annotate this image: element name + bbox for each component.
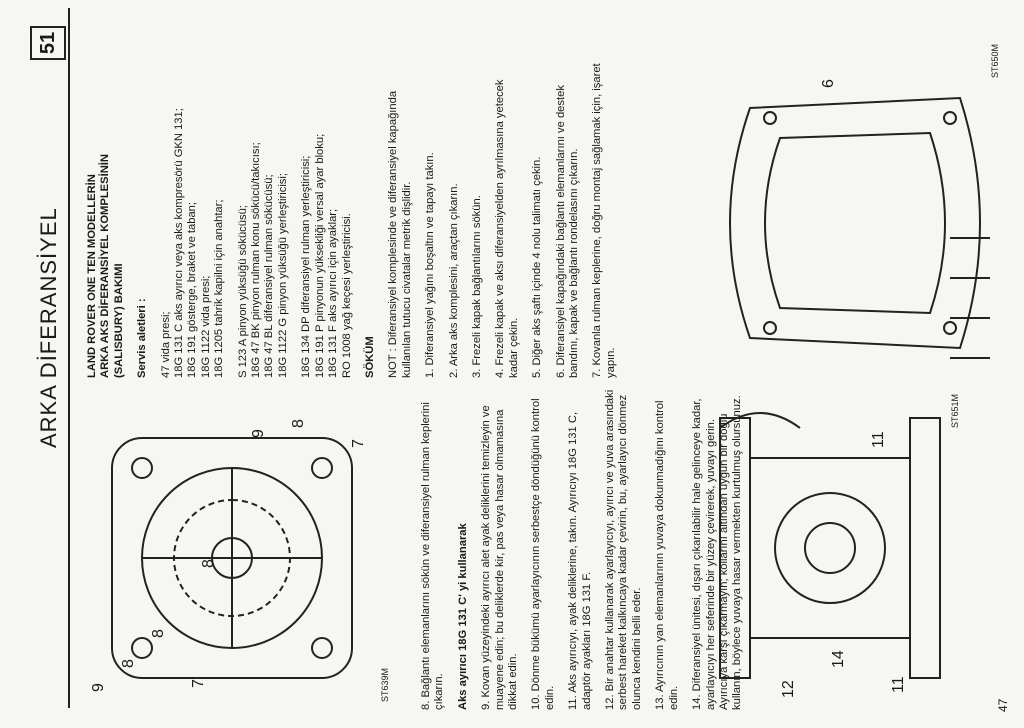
tool-item: 18G 191 gösterge, braket ve taban;: [186, 201, 199, 378]
step-paragraph: 2. Arka aks komplesini, araçtan çıkarın.: [447, 183, 460, 378]
callout-label: 7: [190, 679, 207, 688]
tools-list-1: [160, 58, 227, 378]
tool-item: 18G 1122 vida presi;: [199, 275, 212, 378]
step-paragraph: 7. Kovanla rulman keplerine, doğru montaj sağlamak için, işaret yapın.: [591, 63, 617, 378]
step-paragraph: 13. Ayırıcının yan elemanlarının yuvaya dokunmadığını kontrol edin.: [654, 400, 680, 710]
footer-page-number: 47: [996, 698, 1010, 712]
left-column: [86, 58, 628, 378]
figure-code: ST651M: [950, 393, 960, 428]
note-paragraph: NOT : Diferansiyel komplesinde ve diferansiyel kapağında kullanılan tutucu civatalar metrik dişlidir.: [387, 90, 413, 378]
step-paragraph: 8. Bağlantı elemanlarını sökün ve diferansiyel rulman keplerini çıkarın.: [420, 402, 446, 710]
title-line: LAND ROVER ONE TEN MODELLERİN: [86, 174, 98, 378]
tool-item: 47 vida presi;: [159, 311, 172, 378]
differential-cover-illustration: [710, 68, 1000, 378]
tool-item: 18G 134 DP diferansiyel rulman yerleştiricisi;: [300, 155, 313, 378]
tool-item: 18G 1122 G pinyon yüksüğü yerleştiricisi;: [276, 173, 289, 378]
step-paragraph: 12. Bir anahtar kullanarak ayarlayıcıyı, ayırıcı ve yuva arasındaki serbest hareket kalkıncaya kadar çevirin, bu, ayarlayıcı dönmez olunca kendini belli eder.: [604, 389, 643, 710]
figure-code: ST639M: [380, 667, 390, 702]
callout-label: 12: [780, 680, 797, 698]
tools-list-2: [237, 58, 291, 378]
tool-item: S 123 A pinyon yüksüğü sökücüsü;: [236, 205, 249, 378]
step-paragraph: 10. Dönme bükümü ayarlayıcının serbestçe döndüğünü kontrol edin.: [530, 398, 556, 710]
step-paragraph: 3. Frezeli kapak bağlantılarını sökün.: [470, 195, 483, 378]
step-paragraph: 6. Diferansiyel kapağındaki bağlantı elemanlarını ve destek bandını, kapak ve bağlantı rondelasını çıkarın.: [554, 85, 580, 378]
step-paragraph: 5. Diğer aks şaftı içinde 4 nolu talimatı çekin.: [531, 156, 544, 378]
tool-item: 18G 47 BK pinyon rulman konu sökücü/takıcısı;: [250, 142, 263, 378]
tool-item: 18G 131 C aks ayırıcı veya aks kompresörü GKN 131;: [173, 108, 186, 378]
tool-item: 18G 131 F aks ayırıcı için ayaklar;: [327, 208, 340, 378]
tools-list-3: [300, 58, 354, 378]
title-line: (SALISBURY) BAKIMI: [112, 263, 125, 378]
page-number: 51: [36, 31, 59, 55]
callout-label: 6: [820, 79, 837, 88]
tool-item: 18G 191 P pinyonun yüksekliği versal ayar bloku;: [313, 133, 326, 378]
title-line: ARKA AKS DİFERANSİYEL KOMPLESİNİN: [99, 154, 112, 378]
callout-label: 11: [870, 431, 887, 448]
tool-item: RO 1008 yağ keçesi yerleştiricisi.: [340, 213, 353, 378]
callout-label: 14: [830, 650, 847, 668]
tool-item: 18G 47 BL diferansiyel rulman sökücüsü;: [263, 174, 276, 378]
tool-item: 18G 1205 tahrik kapilni için anahtar;: [213, 199, 226, 378]
subheading: Aks ayırıcı 18G 131 C' yi kullanarak: [456, 523, 469, 710]
document-title: [86, 58, 126, 378]
callout-label: 7: [350, 439, 367, 448]
step-paragraph: 4. Frezeli kapak ve aksı diferansiyelden ayrılmasına yetecek kadar çekin.: [494, 79, 520, 378]
callout-label: 8: [120, 659, 137, 668]
callout-label: 11: [890, 676, 907, 693]
callout-label: 8: [200, 559, 217, 568]
header-rule: [68, 8, 70, 708]
page-header: [22, 8, 70, 708]
step-paragraph: 11. Aks ayırıcıyı, ayak deliklerine, takın. Ayırıcıyı 18G 131 C, adaptör ayakları 18G 131 F.: [567, 411, 593, 710]
tools-heading: Servis aletleri :: [136, 298, 149, 378]
page-number-box: [30, 26, 66, 60]
figure-code: ST650M: [990, 43, 1000, 78]
section-title: ARKA DİFERANSİYEL: [36, 207, 61, 448]
step-paragraph: 14. Diferansiyel ünitesi, dışarı çıkarılabilir hale gelinceye kadar, ayarlayıcıyı her seferinde bir yüzey çevirerek, yuvayı gerin. Ayırıcıya karşı çıkarmayın; kollarını altından uygun bir doğlu kullanın, böylece yuvaya hasar vermekten kurtulmuş olursunuz.: [691, 395, 744, 710]
callout-label: 9: [250, 429, 267, 438]
callout-label: 8: [290, 419, 307, 428]
callout-label: 9: [90, 683, 107, 692]
callout-label: 8: [150, 629, 167, 638]
step-paragraph: 1. Diferansiyel yağını boşaltın ve tapayı takın.: [424, 152, 437, 378]
step-paragraph: 9. Kovan yüzeyindeki ayırıcı alet ayak deliklerini temizleyin ve muayene edin; bu deliklerde kir, pas veya hasar olmamasına dikkat edin.: [480, 405, 520, 710]
removal-heading: SÖKÜM: [363, 336, 376, 378]
